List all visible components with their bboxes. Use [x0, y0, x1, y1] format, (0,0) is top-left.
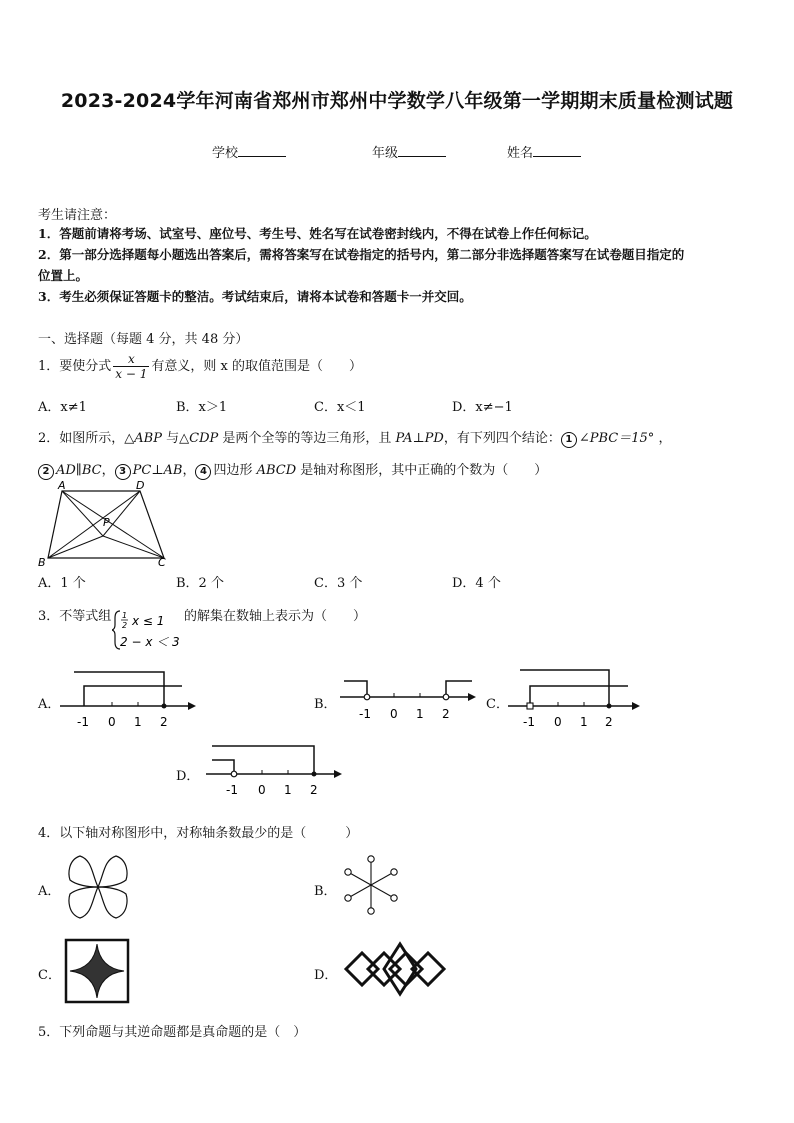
q2-text: ，有下列四个结论： — [443, 431, 561, 446]
tick-label: 2 — [310, 783, 318, 797]
q1-option-b[interactable]: B．x＞1 — [176, 400, 228, 415]
q2-conclusion-2: AD∥BC — [56, 463, 102, 478]
sys2: 2 − x ＜ 3 — [120, 635, 180, 649]
label-c: C — [158, 556, 166, 568]
q3-option-a[interactable]: A． — [38, 697, 61, 712]
segment-bp — [48, 536, 103, 558]
q2-triangle-cdp: CDP — [189, 431, 219, 446]
q2-option-b[interactable]: B．2 个 — [176, 576, 224, 591]
q3-option-c[interactable]: C． — [486, 697, 509, 712]
tick-label: 1 — [580, 715, 588, 729]
system-brace — [112, 611, 120, 649]
sys1-rest: x ≤ 1 — [132, 614, 165, 628]
tick-label: 2 — [160, 715, 168, 729]
q2-option-c[interactable]: C．3 个 — [314, 576, 363, 591]
label-p: P — [103, 516, 110, 529]
q2-text: 与△ — [161, 431, 190, 446]
tick-label: 0 — [108, 715, 116, 729]
q2-text: 是轴对称图形，其中正确的个数为（ ） — [296, 463, 548, 478]
q1-fraction — [113, 352, 149, 381]
tick-label: 2 — [442, 707, 450, 721]
tick-label: 1 — [284, 783, 292, 797]
q1-pre: 1．要使分式 — [38, 359, 112, 374]
q4-option-c[interactable]: C． — [38, 968, 61, 983]
q2-text: 是两个全等的等边三角形，且 — [218, 431, 396, 446]
q3-numberline-a — [60, 664, 200, 730]
q3-numberline-d — [206, 740, 346, 802]
tick-label: -1 — [77, 715, 89, 729]
notice-item: 1．答题前请将考场、试室号、座位号、考生号、姓名写在试卷密封线内，不得在试卷上作任何标记。 — [38, 226, 597, 241]
segment-cp — [103, 536, 164, 558]
six-spoke-star-figure — [338, 852, 404, 918]
school-field[interactable] — [212, 142, 286, 161]
page-title: 2023-2024学年河南省郑州市郑州中学数学八年级第一学期期末质量检测试题 — [60, 90, 734, 112]
question-5: 5．下列命题与其逆命题都是真命题的是（ ） — [38, 1025, 307, 1040]
name-field[interactable] — [507, 142, 581, 161]
notice-item: 3．考生必须保证答题卡的整洁。考试结束后，请将本试卷和答题卡一并交回。 — [38, 289, 472, 304]
sys1-frac-num: 1 — [122, 611, 128, 620]
q3-option-d[interactable]: D． — [176, 769, 200, 784]
tick-label: -1 — [523, 715, 535, 729]
q2-triangle-abp: ABP — [134, 431, 162, 446]
tick-label: -1 — [359, 707, 371, 721]
label-d: D — [136, 479, 145, 492]
q3-numberline-b — [340, 664, 480, 730]
segment-db — [48, 491, 140, 558]
q2-quadrilateral: ABCD — [256, 463, 297, 478]
question-2-line1: 2．如图所示，△ABP 与△CDP 是两个全等的等边三角形，且 PA⊥PD，有下列四个结论： 1 ∠PBC＝15° ， — [38, 431, 672, 446]
q2-conclusion-1: ∠PBC＝15° — [578, 431, 655, 446]
conclusion-marker: 3 — [115, 464, 131, 480]
label-b: B — [38, 556, 46, 568]
q3-system — [112, 608, 192, 652]
q1-denominator: x − 1 — [115, 367, 148, 381]
q1-post: 有意义，则 x 的取值范围是（ ） — [151, 359, 362, 374]
notice-heading: 考生请注意： — [38, 208, 117, 223]
school-blank[interactable] — [238, 144, 286, 157]
question-1 — [38, 352, 362, 381]
q2-text: 四边形 — [213, 463, 257, 478]
interlocked-diamonds-figure — [342, 940, 462, 1000]
conclusion-marker: 2 — [38, 464, 54, 480]
q4-option-b[interactable]: B． — [314, 884, 337, 899]
q3-numberline-c — [508, 664, 648, 730]
section-heading: 一、选择题（每题 4 分，共 48 分） — [38, 332, 249, 347]
q2-conclusion-3: PC⊥AB — [132, 463, 183, 478]
notice-item: 2．第一部分选择题每小题选出答案后，需将答案写在试卷指定的括号内，第二部分非选择题答案写在试卷题目指定的 — [38, 247, 685, 262]
conclusion-marker: 4 — [195, 464, 211, 480]
q2-option-a[interactable]: A．1 个 — [38, 576, 86, 591]
grade-blank[interactable] — [398, 144, 446, 157]
tick-label: 1 — [416, 707, 424, 721]
sys1-frac-den: 2 — [122, 621, 128, 630]
q1-option-d[interactable]: D．x≠−1 — [452, 400, 513, 415]
q1-option-c[interactable]: C．x＜1 — [314, 400, 366, 415]
q4-option-d[interactable]: D． — [314, 968, 338, 983]
q1-option-a[interactable]: A．x≠1 — [38, 400, 87, 415]
question-2-line2: 2 AD∥BC， 3 PC⊥AB， 4 四边形 ABCD 是轴对称图形，其中正确的个数为（ ） — [38, 459, 547, 480]
grade-field[interactable] — [372, 142, 446, 161]
tick-label: 1 — [134, 715, 142, 729]
name-label: 姓名 — [507, 146, 534, 161]
grade-label: 年级 — [372, 146, 399, 161]
name-blank[interactable] — [533, 144, 581, 157]
q3-pre: 3．不等式组 — [38, 609, 112, 624]
q3-option-b[interactable]: B． — [314, 697, 337, 712]
four-petal-flower-figure — [62, 852, 134, 922]
tick-label: 0 — [390, 707, 398, 721]
school-label: 学校 — [212, 146, 239, 161]
q3-post: 的解集在数轴上表示为（ ） — [184, 609, 367, 624]
q2-condition: PA⊥PD — [395, 431, 444, 446]
question-4: 4．以下轴对称图形中，对称轴条数最少的是（ ） — [38, 826, 359, 841]
conclusion-marker: 1 — [561, 432, 577, 448]
four-point-star-in-square-figure — [64, 938, 132, 1004]
q2-figure — [34, 478, 176, 568]
q4-option-a[interactable]: A． — [38, 884, 61, 899]
tick-label: 0 — [258, 783, 266, 797]
tick-label: 2 — [605, 715, 613, 729]
tick-label: -1 — [226, 783, 238, 797]
tick-label: 0 — [554, 715, 562, 729]
notice-item: 位置上。 — [38, 268, 89, 283]
q2-option-d[interactable]: D．4 个 — [452, 576, 501, 591]
label-a: A — [58, 479, 66, 492]
q2-text: 2．如图所示，△ — [38, 431, 135, 446]
q1-numerator: x — [113, 352, 149, 367]
